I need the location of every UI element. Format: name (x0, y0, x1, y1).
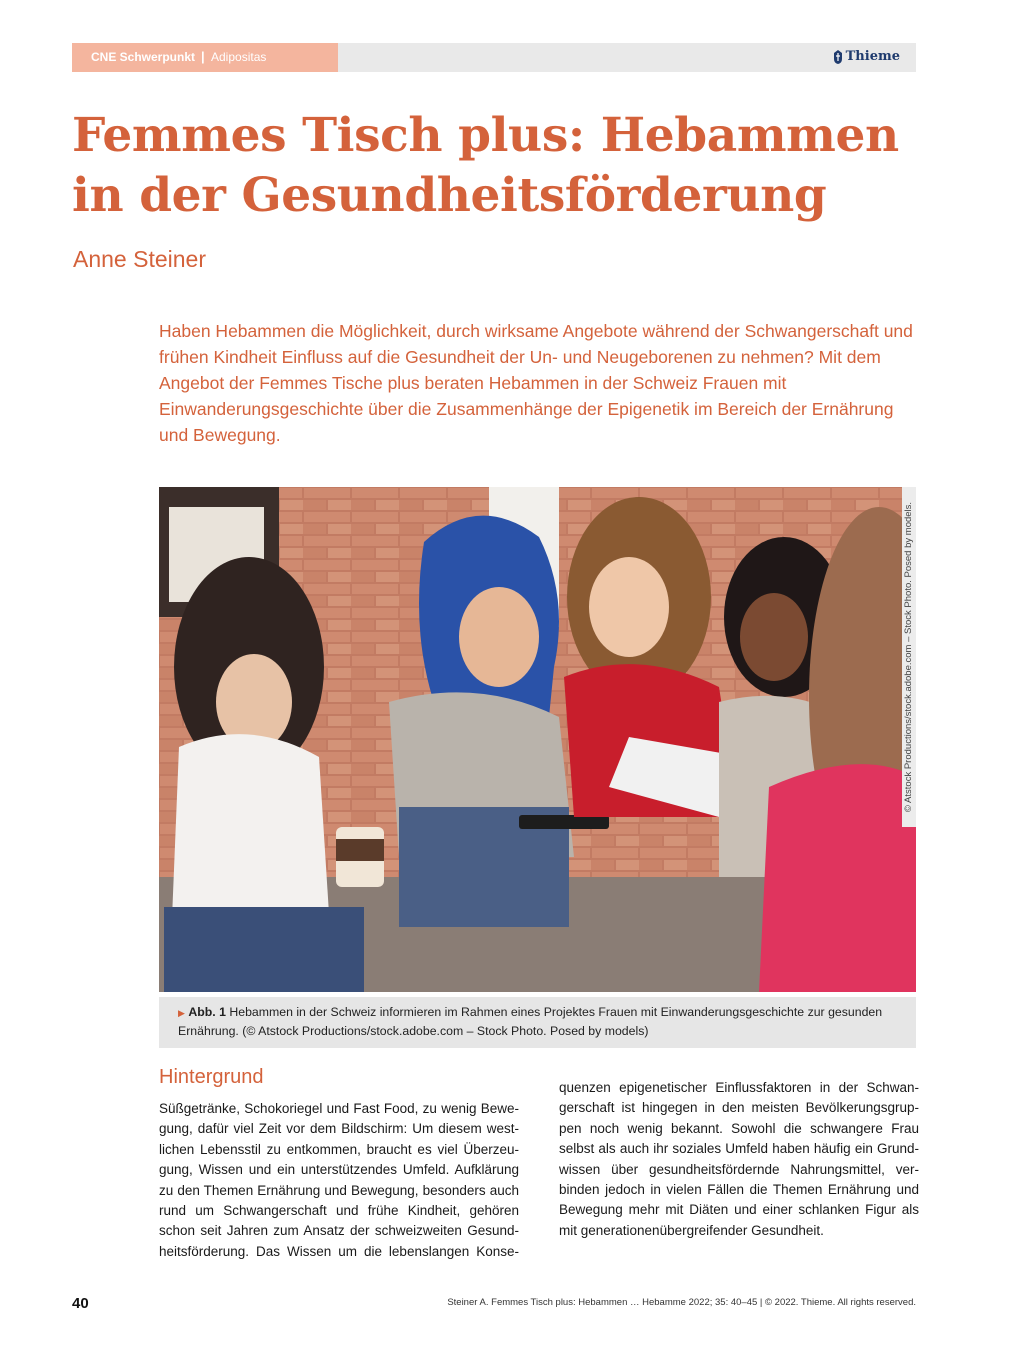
figure-caption (159, 997, 916, 1048)
body-line: mit generationenübergreifender Gesundheit. (559, 1222, 824, 1238)
caption-label: Abb. 1 (188, 1005, 226, 1019)
body-line: selbst als auch ihr soziales Umfeld haben häufig ein Grund- (559, 1141, 919, 1157)
body-column-2 (559, 1078, 919, 1241)
section-separator: | (201, 49, 205, 64)
body-line: lichen Lebensstil zu entkommen, braucht es viel Überzeu- (159, 1141, 519, 1157)
body-line: pen noch wenig bekannt. Sowohl die schwangere Frau (559, 1120, 919, 1136)
section-label: CNE Schwerpunkt (91, 50, 196, 64)
body-line: schon seit Jahren zum Ansatz der schweizweiten Gesund- (159, 1223, 519, 1239)
body-line: zu den Themen Ernährung und Bewegung, besonders auch (159, 1182, 519, 1198)
page-number: 40 (72, 1295, 89, 1312)
photo-credit (902, 487, 916, 827)
section-tab (72, 43, 338, 72)
lead-paragraph: Haben Hebammen die Möglichkeit, durch wirksame Angebote während der Schwangerschaft und frühen Kindheit Einfluss auf die Gesundheit der Un- und Neugeborenen zu nehmen? Mit dem Angebot der Femmes Tische plus beraten Hebammen in der Schweiz Frauen mit Einwanderungsgeschichte über die Zusammenhänge der Epigenetik im Bereich der Ernährung und Bewegung. (159, 321, 913, 445)
body-column-1 (159, 1099, 519, 1262)
body-line: gung, dafür viel Zeit vor dem Bildschirm: Um diesem west- (159, 1121, 519, 1137)
caption-arrow-icon: ▶ (178, 1008, 185, 1018)
body-line: Süßgetränke, Schokoriegel und Fast Food, zu wenig Bewe- (159, 1101, 519, 1116)
body-line: rund um Schwangerschaft und frühe Kindheit, gehören (159, 1203, 519, 1219)
running-header (72, 43, 916, 72)
title-line-1: Femmes Tisch plus: Hebammen (72, 108, 899, 163)
photo-credit-text: © Atstock Productions/stock.adobe.com – Stock Photo. Posed by models. (903, 501, 914, 813)
publisher-name: Thieme (845, 49, 900, 64)
publisher-logo (833, 49, 900, 64)
caption-text: Hebammen in der Schweiz informieren im Rahmen eines Projektes Frauen mit Einwanderungsgeschichte zur gesunden Ernährung. (© Atstock Productions/stock.adobe.com – Stock Photo. Posed by models) (178, 1005, 883, 1038)
body-line: binden jedoch in vielen Fällen die Themen Ernährung und (559, 1182, 919, 1198)
article-title (72, 106, 952, 226)
body-line: gerschaft ist hingegen in den meisten Bevölkerungsgrup- (559, 1100, 919, 1116)
body-line: gung, Wissen und ein unterstützendes Umfeld. Aufklärung (159, 1162, 519, 1178)
title-line-2: in der Gesundheitsförderung (72, 168, 827, 223)
body-line: heitsförderung. Das Wissen um die lebenslangen Konse- (159, 1243, 519, 1259)
body-line: Bewegung mehr mit Diäten und einer schlanken Figur als (559, 1202, 919, 1218)
author-name: Anne Steiner (73, 246, 206, 272)
section-heading: Hintergrund (159, 1066, 264, 1088)
citation-footer: Steiner A. Femmes Tisch plus: Hebammen … Hebamme 2022; 35: 40–45 | © 2022. Thieme. All rights reserved. (447, 1297, 916, 1308)
body-line: wissen über gesundheitsfördernde Nahrungsmittel, ver- (559, 1161, 919, 1177)
body-line: quenzen epigenetischer Einflussfaktoren in der Schwan- (559, 1080, 919, 1095)
topic-label: Adipositas (211, 50, 267, 64)
photo-illustration (159, 487, 916, 992)
thieme-emblem-icon (833, 50, 843, 64)
article-photo (159, 487, 916, 992)
